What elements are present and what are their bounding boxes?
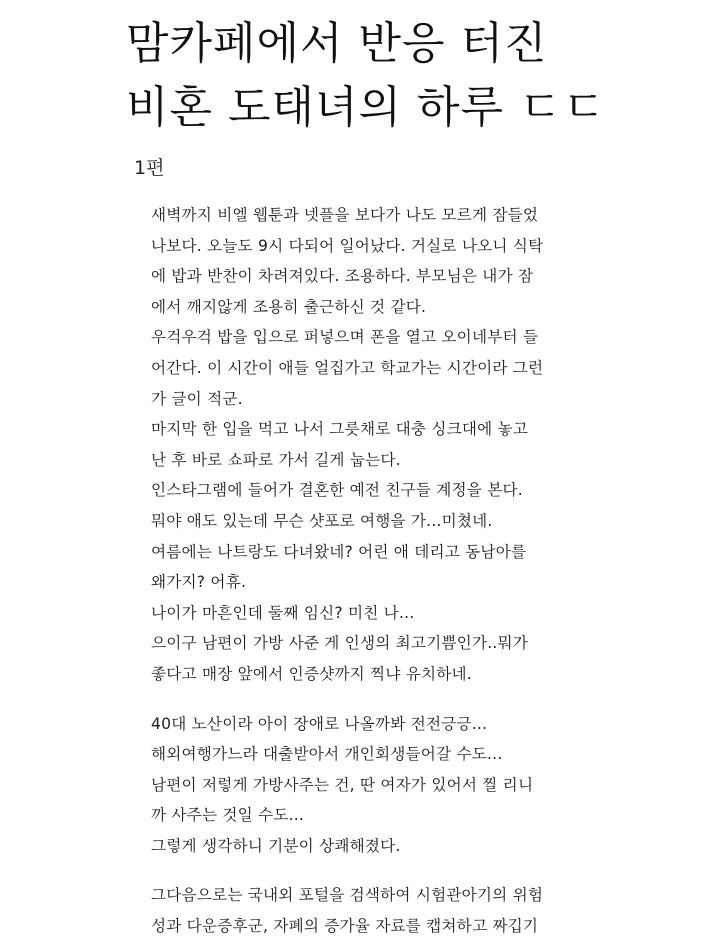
text-line: 성과 다운증후군, 자폐의 증가율 자료를 캡쳐하고 짜깁기	[151, 917, 539, 936]
article-title	[126, 12, 696, 140]
title-line: 맘카페에서 반응 터진	[126, 18, 548, 69]
text-line: 까 사주는 것일 수도...	[151, 806, 305, 825]
paragraph	[151, 880, 691, 941]
text-line: 왜가지? 어휴.	[151, 573, 247, 592]
text-line: 그다음으로는 국내외 포털을 검색하여 시험관아기의 위험	[151, 886, 544, 905]
paragraph	[151, 200, 691, 690]
text-line: 나이가 마흔인데 둘째 임신? 미친 나...	[151, 603, 415, 622]
text-line: 해외여행가느라 대출받아서 개인회생들어갈 수도...	[151, 745, 503, 764]
text-line: 에 밥과 반찬이 차려져있다. 조용하다. 부모님은 내가 잠	[151, 267, 534, 286]
text-line: 에서 깨지않게 조용히 출근하신 것 같다.	[151, 297, 427, 316]
text-line: 우걱우걱 밥을 입으로 퍼넣으며 폰을 열고 오이네부터 들	[151, 328, 539, 347]
text-line: 여름에는 나트랑도 다녀왔네? 어린 애 데리고 동남아를	[151, 542, 527, 561]
text-line: 40대 노산이라 아이 장애로 나올까봐 전전긍긍...	[151, 714, 488, 733]
chapter-label: 1편	[134, 157, 165, 179]
text-line: 으이구 남편이 가방 사준 게 인생의 최고기쁨인가..뭐가	[151, 634, 529, 653]
text-line: 어간다. 이 시간이 애들 얼집가고 학교가는 시간이라 그런	[151, 358, 544, 377]
text-line: 난 후 바로 쇼파로 가서 길게 눕는다.	[151, 450, 401, 469]
text-line: 좋다고 매장 앞에서 인증샷까지 찍냐 유치하네.	[151, 664, 472, 683]
text-line: 새벽까지 비엘 웹툰과 넷플을 보다가 나도 모르게 잠들었	[151, 206, 539, 224]
title-line: 비혼 도태녀의 하루 ㄷㄷ	[126, 82, 606, 133]
text-line: 뭐야 애도 있는데 무슨 샷포로 여행을 가...미쳤네.	[151, 511, 493, 530]
text-line: 나보다. 오늘도 9시 다되어 일어났다. 거실로 나오니 식탁	[151, 236, 544, 255]
text-line: 남편이 저렇게 가방사주는 건, 딴 여자가 있어서 찔 리니	[151, 775, 534, 794]
text-line: 가 글이 적군.	[151, 389, 243, 408]
text-line: 그렇게 생각하니 기분이 상쾌해졌다.	[151, 836, 401, 855]
paragraph	[151, 709, 691, 862]
article-body	[151, 200, 691, 952]
text-line: 인스타그램에 들어가 결혼한 예전 친구들 계정을 본다.	[151, 481, 523, 500]
text-line: 마지막 한 입을 먹고 나서 그릇채로 대충 싱크대에 놓고	[151, 420, 529, 439]
